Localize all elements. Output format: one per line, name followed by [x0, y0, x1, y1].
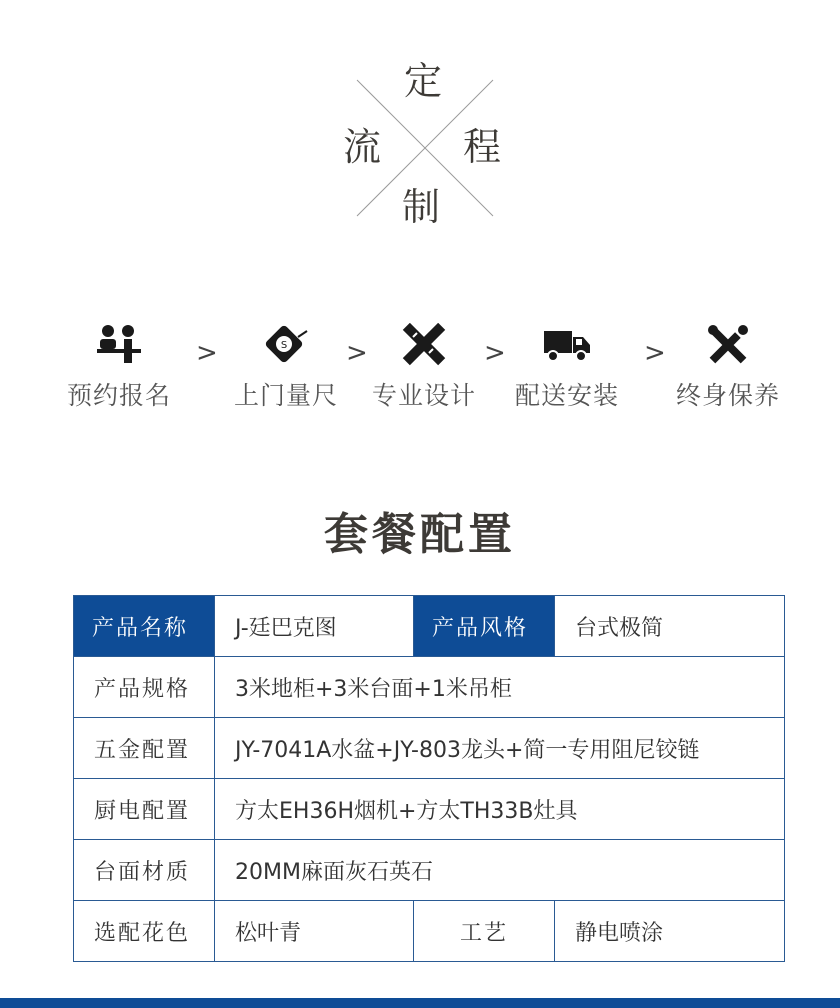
hardware-value: JY-7041A水盆+JY-803龙头+简一专用阻尼铰链: [215, 718, 785, 779]
appliance-key: 厨电配置: [74, 779, 215, 840]
spec-value: 3米地柜+3米台面+1米吊柜: [215, 657, 785, 718]
section-title: 套餐配置: [324, 509, 516, 560]
arrow-1: >: [196, 338, 218, 368]
product-style-key: 产品风格: [414, 596, 555, 657]
reception-icon: [49, 320, 189, 372]
table-row: [74, 718, 785, 779]
step-label: 终身保养: [675, 381, 780, 410]
color-option-value: 松叶青: [215, 901, 414, 962]
truck-icon: [497, 320, 637, 372]
table-row: [74, 840, 785, 901]
arrow-4: >: [644, 338, 666, 368]
table-row: [74, 901, 785, 962]
countertop-key: 台面材质: [74, 840, 215, 901]
step-appointment: [49, 320, 189, 412]
countertop-value: 20MM麻面灰石英石: [215, 840, 785, 901]
craft-value: 静电喷涂: [555, 901, 785, 962]
arrow-3: >: [484, 338, 506, 368]
step-maintenance: [658, 320, 798, 412]
table-row: [74, 779, 785, 840]
logo-char-left: 流: [343, 125, 382, 169]
arrow-2: >: [346, 338, 368, 368]
step-delivery: [497, 320, 637, 412]
package-config-table: [73, 595, 785, 962]
table-row: [74, 596, 785, 657]
step-measure: [216, 320, 356, 412]
svg-text:S: S: [280, 340, 288, 351]
spec-key: 产品规格: [74, 657, 215, 718]
step-label: 配送安装: [514, 381, 619, 410]
logo-char-right: 程: [463, 125, 502, 169]
tools-icon: [658, 320, 798, 372]
process-steps: [0, 320, 840, 420]
pencil-ruler-icon: [354, 320, 494, 372]
product-style-value: 台式极简: [555, 596, 785, 657]
flow-logo: [343, 59, 502, 229]
hardware-key: 五金配置: [74, 718, 215, 779]
product-name-value: J-廷巴克图: [215, 596, 414, 657]
tape-measure-icon: [216, 320, 356, 372]
table-row: [74, 657, 785, 718]
step-label: 专业设计: [371, 381, 476, 410]
step-design: [354, 320, 494, 412]
color-option-key: 选配花色: [74, 901, 215, 962]
logo-char-top: 定: [404, 59, 443, 103]
logo-char-bottom: 制: [402, 185, 441, 229]
step-label: 预约报名: [66, 381, 171, 410]
step-label: 上门量尺: [233, 381, 338, 410]
craft-key: 工艺: [414, 901, 555, 962]
bottom-bar: [0, 998, 840, 1008]
appliance-value: 方太EH36H烟机+方太TH33B灶具: [215, 779, 785, 840]
product-name-key: 产品名称: [74, 596, 215, 657]
